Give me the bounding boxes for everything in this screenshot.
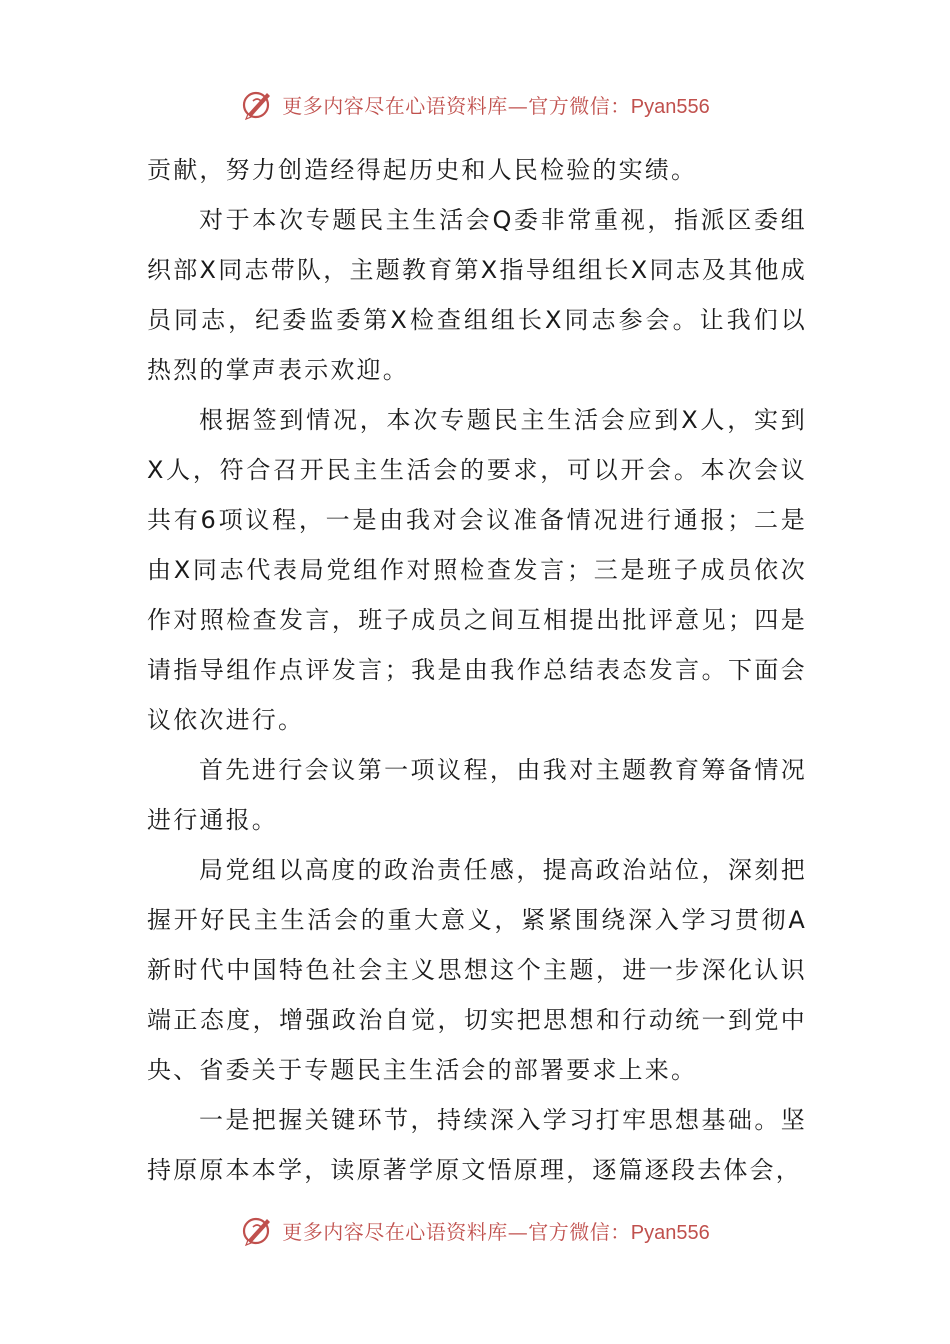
- pen-logo-icon: [240, 87, 274, 121]
- watermark-text: [282, 90, 709, 119]
- watermark-text: [282, 1216, 709, 1245]
- paragraph-5: 局党组以高度的政治责任感，提高政治站位，深刻把握开好民主生活会的重大意义，紧紧围绕深入学习贯彻A新时代中国特色社会主义思想这个主题，进一步深化认识端正态度，增强政治自觉，切实把思想和行动统一到党中央、省委关于专题民主生活会的部署要求上来。: [147, 856, 807, 1084]
- watermark-wechat-id: Pyan556: [630, 95, 710, 118]
- watermark-slogan: 更多内容尽在心语资料库—官方微信：: [282, 93, 631, 118]
- paragraph-3: 根据签到情况，本次专题民主生活会应到X人，实到X人，符合召开民主生活会的要求，可以开会。本次会议共有6项议程，一是由我对会议准备情况进行通报；二是由X同志代表局党组作对照检查发言；三是班子成员依次作对照检查发言，班子成员之间互相提出批评意见；四是请指导组作点评发言；我是由我作总结表态发言。下面会议依次进行。: [147, 406, 807, 734]
- paragraph-2: 对于本次专题民主生活会Q委非常重视，指派区委组织部X同志带队，主题教育第X指导组组长X同志及其他成员同志，纪委监委第X检查组组长X同志参会。让我们以热烈的掌声表示欢迎。: [147, 206, 807, 384]
- paragraph-6: 一是把握关键环节，持续深入学习打牢思想基础。坚持原原本本学，读原著学原文悟原理，逐篇逐段去体会，: [147, 1106, 807, 1184]
- watermark-slogan: 更多内容尽在心语资料库—官方微信：: [282, 1219, 631, 1244]
- pen-logo-icon: [240, 1213, 274, 1247]
- paragraph-4: 首先进行会议第一项议程，由我对主题教育筹备情况进行通报。: [147, 756, 807, 834]
- footer-watermark: [0, 1210, 950, 1250]
- header-watermark: [0, 84, 950, 124]
- document-body: [147, 145, 807, 1195]
- watermark-wechat-id: Pyan556: [630, 1221, 710, 1244]
- paragraph-1: 贡献，努力创造经得起历史和人民检验的实绩。: [147, 156, 698, 184]
